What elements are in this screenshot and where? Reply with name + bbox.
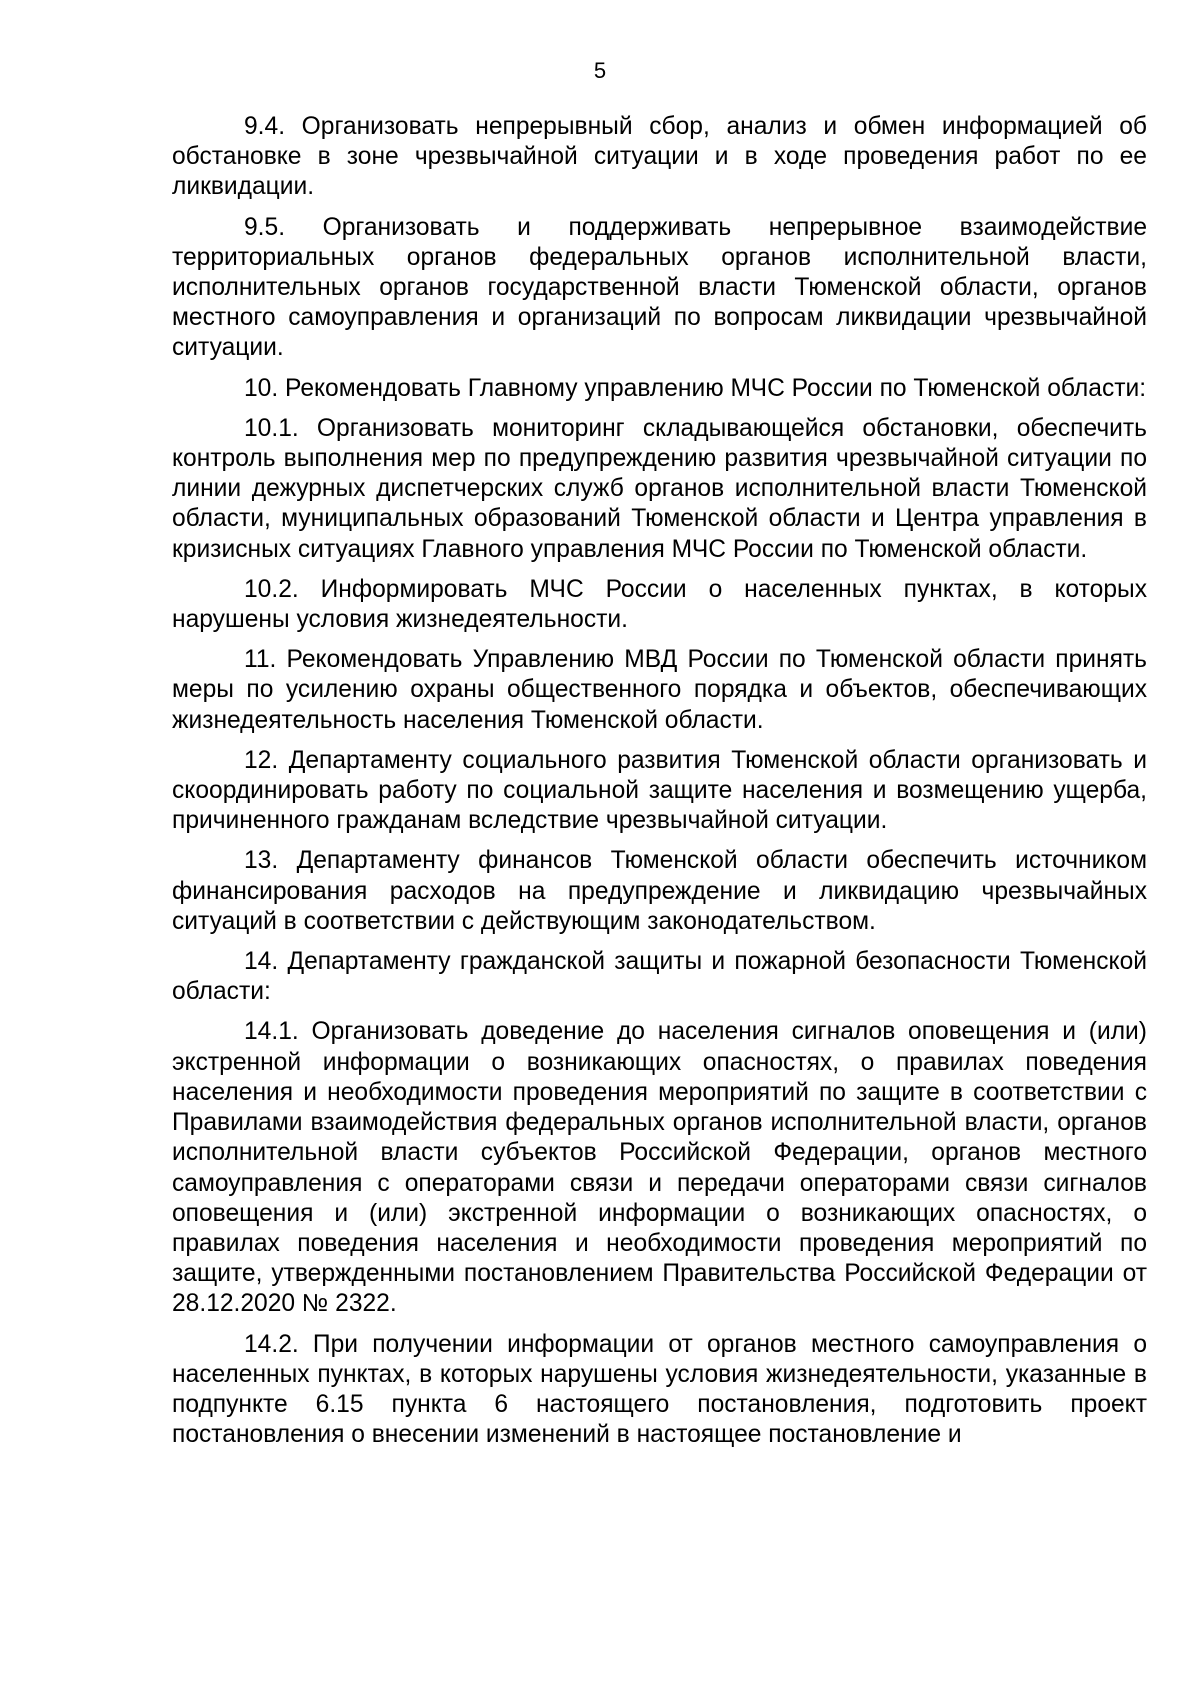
paragraph-14: 14. Департаменту гражданской защиты и пожарной безопасности Тюменской области: <box>172 948 1147 1006</box>
paragraph-10-2: 10.2. Информировать МЧС России о населенных пунктах, в которых нарушены условия жизнедеятельности. <box>172 575 1147 634</box>
paragraph-14-2: 14.2. При получении информации от органов местного самоуправления о населенных пунктах, в которых нарушены условия жизнедеятельности, указанные в подпункте 6.15 пункта 6 настоящего постановления, подготовить проект постановления о внесении изменений в настоящее постановление и <box>172 1330 1147 1449</box>
paragraph-12: 12. Департаменту социального развития Тюменской области организовать и скоординировать работу по социальной защите населения и возмещению ущерба, причиненного гражданам вследствие чрезвычайной ситуации. <box>172 746 1147 835</box>
paragraph-13: 13. Департаменту финансов Тюменской области обеспечить источником финансирования расходов на предупреждение и ликвидацию чрезвычайных ситуаций в соответствии с действующим законодательством. <box>172 847 1147 935</box>
page-number: 5 <box>593 58 607 83</box>
paragraph-14-1: 14.1. Организовать доведение до населения сигналов оповещения и (или) экстренной информации о возникающих опасностях, о правилах поведения населения и необходимости проведения мероприятий по защите в соответствии с Правилами взаимодействия федеральных органов исполнительной власти, органов исполнительной власти субъектов Российской Федерации, органов местного самоуправления с операторами связи и передачи операторами связи сигналов оповещения и (или) экстренной информации о возникающих опасностях, о правилах поведения населения и необходимости проведения мероприятий по защите, утвержденными постановлением Правительства Российской Федерации от 28.12.2020 № 2322. <box>172 1018 1147 1318</box>
paragraph-9-4: 9.4. Организовать непрерывный сбор, анализ и обмен информацией об обстановке в зоне чрезвычайной ситуации и в ходе проведения работ по ее ликвидации. <box>172 113 1147 201</box>
document-body <box>172 112 1147 1460</box>
paragraph-10: 10. Рекомендовать Главному управлению МЧС России по Тюменской области: <box>244 374 1147 402</box>
paragraph-9-5: 9.5. Организовать и поддерживать непрерывное взаимодействие территориальных органов федеральных органов исполнительной власти, исполнительных органов государственной власти Тюменской области, органов местного самоуправления и организаций по вопросам ликвидации чрезвычайной ситуации. <box>172 213 1147 362</box>
paragraph-11: 11. Рекомендовать Управлению МВД России по Тюменской области принять меры по усилению охраны общественного порядка и объектов, обеспечивающих жизнедеятельность населения Тюменской области. <box>172 646 1147 734</box>
paragraph-10-1: 10.1. Организовать мониторинг складывающейся обстановки, обеспечить контроль выполнения мер по предупреждению развития чрезвычайной ситуации по линии дежурных диспетчерских служб органов исполнительной власти Тюменской области, муниципальных образований Тюменской области и Центра управления в кризисных ситуациях Главного управления МЧС России по Тюменской области. <box>172 414 1147 563</box>
